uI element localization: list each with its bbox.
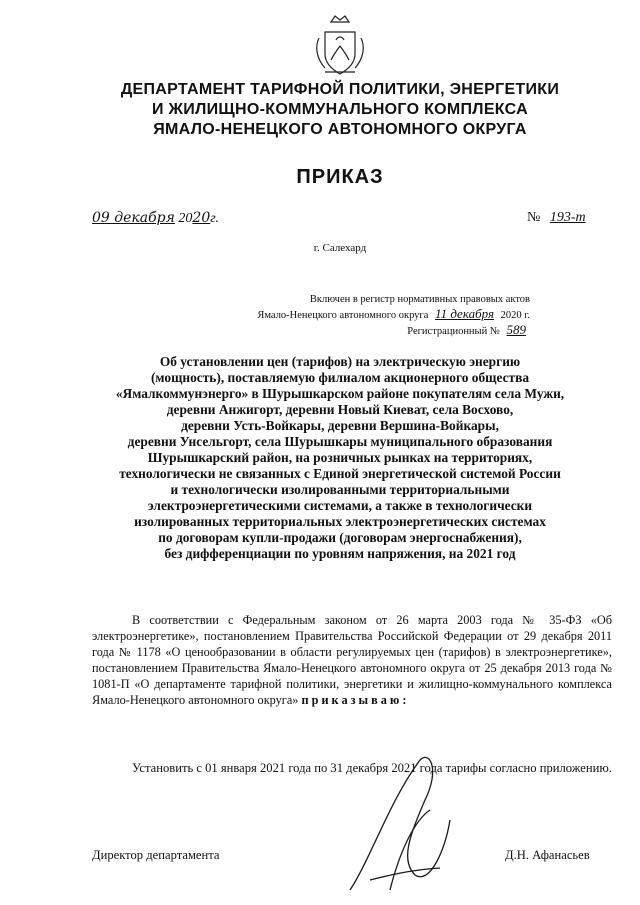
subject-line: «Ямалкоммунэнерго» в Шурышкарском районе покупателям села Мужи,	[115, 386, 565, 401]
number-handwritten: 193-т	[549, 210, 586, 225]
preamble-paragraph	[92, 612, 612, 708]
subject-line: и технологически изолированными территориальными	[170, 482, 510, 497]
header-line-3: ЯМАЛО-НЕНЕЦКОГО АВТОНОМНОГО ОКРУГА	[153, 121, 527, 138]
subject-line: технологически не связанных с Единой энергетической системой России	[119, 466, 561, 481]
date-handwritten: 09 декабря	[92, 210, 175, 226]
coat-of-arms-icon	[305, 12, 375, 78]
subject-line: деревни Унсельгорт, села Шурышкары муниципального образования	[127, 434, 553, 449]
registry-line-2-suffix: 2020 г.	[500, 310, 530, 321]
department-header	[60, 80, 620, 140]
date-year-hand: 20	[192, 210, 211, 226]
order-number	[527, 210, 592, 226]
date-year-suffix: г.	[210, 211, 220, 226]
registry-date-hand: 11 декабря	[435, 306, 494, 321]
date-year-prefix: 20	[178, 211, 193, 226]
registry-line-2-prefix: Ямало-Ненецкого автономного округа	[257, 310, 429, 321]
registry-stamp	[200, 293, 530, 339]
order-date	[92, 210, 219, 227]
signature-mark	[330, 740, 470, 900]
subject-line: (мощность), поставляемую филиалом акционерного общества	[150, 370, 530, 385]
establish-paragraph: Установить с 01 января 2021 года по 31 декабря 2021 года тарифы согласно приложению.	[132, 761, 612, 775]
director-name: Д.Н. Афанасьев	[505, 848, 590, 862]
registry-line-1: Включен в регистр нормативных правовых актов	[309, 294, 530, 305]
registry-number-label: Регистрационный №	[407, 326, 500, 337]
registry-number-hand: 589	[506, 322, 526, 337]
orders-word: приказываю:	[301, 693, 410, 707]
subject-line: без дифференциации по уровням напряжения, на 2021 год	[164, 546, 516, 561]
order-title: ПРИКАЗ	[296, 166, 384, 188]
header-line-1: ДЕПАРТАМЕНТ ТАРИФНОЙ ПОЛИТИКИ, ЭНЕРГЕТИКИ	[120, 81, 560, 98]
subject-line: электроэнергетическими системами, а также в технологически	[147, 498, 533, 513]
order-subject	[60, 354, 620, 562]
registry-line-2	[200, 307, 530, 323]
subject-line: Об установлении цен (тарифов) на электрическую энергию	[159, 354, 521, 369]
subject-line: изолированных территориальных электроэнергетических системах	[134, 514, 546, 529]
header-line-2: И ЖИЛИЩНО-КОММУНАЛЬНОГО КОМПЛЕКСА	[152, 101, 528, 118]
director-title: Директор департамента	[92, 848, 220, 862]
preamble-body: В соответствии с Федеральным законом от 26 марта 2003 года № 35-ФЗ «Об электроэнергетике», постановлением Правительства Российской Федерации от 29 декабря 2011 года № 1178 «О ценообразовании в области регулируемых цен (тарифов) в электроэнергетике», постановлением Правительства Ямало-Ненецкого автономного округа от 25 декабря 2013 года № 1081-П «О департаменте тарифной политики, энергетики и жилищно-коммунального комплекса Ямало-Ненецкого автономного округа»	[92, 613, 612, 707]
registry-line-3	[200, 323, 530, 339]
number-label: №	[527, 210, 541, 225]
city-line: г. Салехард	[313, 242, 367, 254]
subject-line: деревни Анжигорт, деревни Новый Киеват, села Восхово,	[166, 402, 514, 417]
preamble-text	[92, 612, 612, 708]
subject-line: деревни Усть-Войкары, деревни Вершина-Войкары,	[181, 418, 499, 433]
subject-line: Шурышкарский район, на розничных рынках на территориях,	[147, 450, 533, 465]
subject-line: по договорам купли-продажи (договорам энергоснабжения),	[158, 530, 522, 545]
